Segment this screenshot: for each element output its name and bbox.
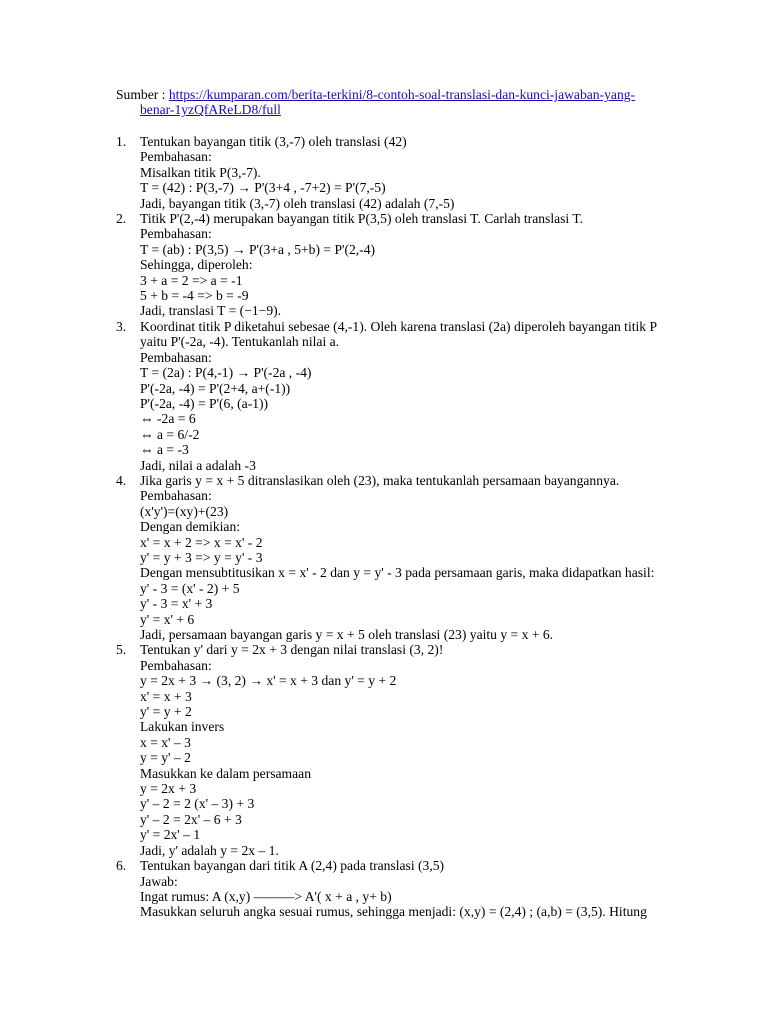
exercise-line: y = 2x + 3 → (3, 2) → x' = x + 3 dan y' = y + 2 <box>140 673 397 689</box>
exercise-line: y = y' – 2 <box>140 750 191 766</box>
exercise-list <box>116 134 676 920</box>
exercise-line: Jawab: <box>140 873 178 889</box>
exercise-line: y' – 2 = 2 (x' – 3) + 3 <box>140 796 255 812</box>
exercise-body <box>140 858 676 920</box>
exercise-item <box>116 642 676 858</box>
exercise-number: 2. <box>116 211 127 227</box>
exercise-line: 5 + b = -4 => b = -9 <box>140 288 249 304</box>
exercise-line: T = (42) : P(3,-7) → P'(3+4 , -7+2) = P'(7,-5) <box>140 180 386 196</box>
exercise-line: (x'y')=(xy)+(23) <box>140 503 229 519</box>
exercise-number: 3. <box>116 318 127 334</box>
exercise-line: 3 + a = 2 => a = -1 <box>140 272 243 288</box>
exercise-line: Dengan mensubtitusikan x = x' - 2 dan y = y' - 3 pada persamaan garis, maka didapatkan hasil: <box>140 565 655 581</box>
exercise-line: Jadi, persamaan bayangan garis y = x + 5 oleh translasi (23) yaitu y = x + 6. <box>140 627 554 642</box>
exercise-line: Masukkan ke dalam persamaan <box>140 765 311 781</box>
source-link[interactable]: https://kumparan.com/berita-terkini/8-contoh-soal-translasi-dan-kunci-jawaban-yang- <box>168 87 636 102</box>
exercise-line: Jadi, bayangan titik (3,-7) oleh translasi (42) adalah (7,-5) <box>140 195 455 211</box>
exercise-line: P'(-2a, -4) = P'(6, (a-1)) <box>140 395 269 411</box>
exercise-line: Pembahasan: <box>140 226 212 242</box>
exercise-line: Jika garis y = x + 5 ditranslasikan oleh (23), maka tentukanlah persamaan bayangannya. <box>140 472 620 488</box>
exercise-item <box>116 858 676 920</box>
exercise-item <box>116 319 676 473</box>
exercise-body <box>140 319 676 473</box>
exercise-line: Pembahasan: <box>140 657 212 673</box>
exercise-item <box>116 134 676 211</box>
exercise-body <box>140 134 676 211</box>
exercise-line: x' = x + 3 <box>140 688 192 704</box>
exercise-body <box>140 642 676 858</box>
exercise-line: y' = y + 3 => y = y' - 3 <box>140 549 263 565</box>
exercise-line: Jadi, y' adalah y = 2x – 1. <box>140 842 279 858</box>
exercise-line: x = x' – 3 <box>140 734 191 750</box>
exercise-line: y' = 2x' – 1 <box>140 827 201 843</box>
exercise-line: T = (ab) : P(3,5) → P'(3+a , 5+b) = P'(2,-4) <box>140 241 376 257</box>
exercise-line: Masukkan seluruh angka sesuai rumus, sehingga menjadi: (x,y) = (2,4) ; (a,b) = (3,5). Hitung <box>140 904 647 920</box>
exercise-number: 5. <box>116 642 127 658</box>
exercise-line: y = 2x + 3 <box>140 781 197 797</box>
exercise-line: Pembahasan: <box>140 349 212 365</box>
exercise-line: T = (2a) : P(4,-1) → P'(-2a , -4) <box>140 365 312 381</box>
exercise-line: ⇔ a = -3 <box>140 442 189 458</box>
exercise-number: 6. <box>116 858 127 874</box>
exercise-line: Ingat rumus: A (x,y) ———> A'( x + a , y+ b) <box>140 888 392 904</box>
exercise-line: Pembahasan: <box>140 149 212 165</box>
exercise-line: Tentukan bayangan titik (3,-7) oleh translasi (42) <box>140 134 407 149</box>
exercise-line: ⇔ a = 6/-2 <box>140 426 200 442</box>
exercise-number: 4. <box>116 472 127 488</box>
exercise-line: Pembahasan: <box>140 488 212 504</box>
source-citation <box>116 87 676 118</box>
exercise-line: x' = x + 2 => x = x' - 2 <box>140 534 263 550</box>
exercise-line: ⇔ -2a = 6 <box>140 411 196 427</box>
exercise-body <box>140 211 676 319</box>
exercise-line: y' – 2 = 2x' – 6 + 3 <box>140 811 242 827</box>
exercise-number: 1. <box>116 134 127 149</box>
exercise-body <box>140 473 676 642</box>
exercise-line: Dengan demikian: <box>140 519 241 535</box>
exercise-line: y' = y + 2 <box>140 704 192 720</box>
exercise-line: P'(-2a, -4) = P'(2+4, a+(-1)) <box>140 380 291 396</box>
exercise-line: y' - 3 = (x' - 2) + 5 <box>140 580 240 596</box>
exercise-item <box>116 473 676 642</box>
exercise-line: Tentukan y' dari y = 2x + 3 dengan nilai translasi (3, 2)! <box>140 642 444 658</box>
exercise-line: y' = x' + 6 <box>140 611 195 627</box>
exercise-line: Sehingga, diperoleh: <box>140 257 253 273</box>
source-link-continuation[interactable]: benar-1yzQfAReLD8/full <box>140 102 281 118</box>
exercise-line: Jadi, nilai a adalah -3 <box>140 457 256 473</box>
source-label: Sumber : <box>116 87 169 102</box>
exercise-line: y' - 3 = x' + 3 <box>140 596 213 612</box>
exercise-line: Lakukan invers <box>140 719 225 735</box>
exercise-line: Tentukan bayangan dari titik A (2,4) pada translasi (3,5) <box>140 858 445 874</box>
exercise-line: Titik P'(2,-4) merupakan bayangan titik P(3,5) oleh translasi T. Carlah translasi T. <box>140 211 584 227</box>
exercise-item <box>116 211 676 319</box>
exercise-line: Misalkan titik P(3,-7). <box>140 164 261 180</box>
exercise-line: Koordinat titik P diketahui sebesae (4,-1). Oleh karena translasi (2a) diperoleh bayangan titik P yaitu P'(-2a, -4). Tentukanlah nilai a. <box>140 318 657 350</box>
exercise-line: Jadi, translasi T = (−1−9). <box>140 303 282 319</box>
